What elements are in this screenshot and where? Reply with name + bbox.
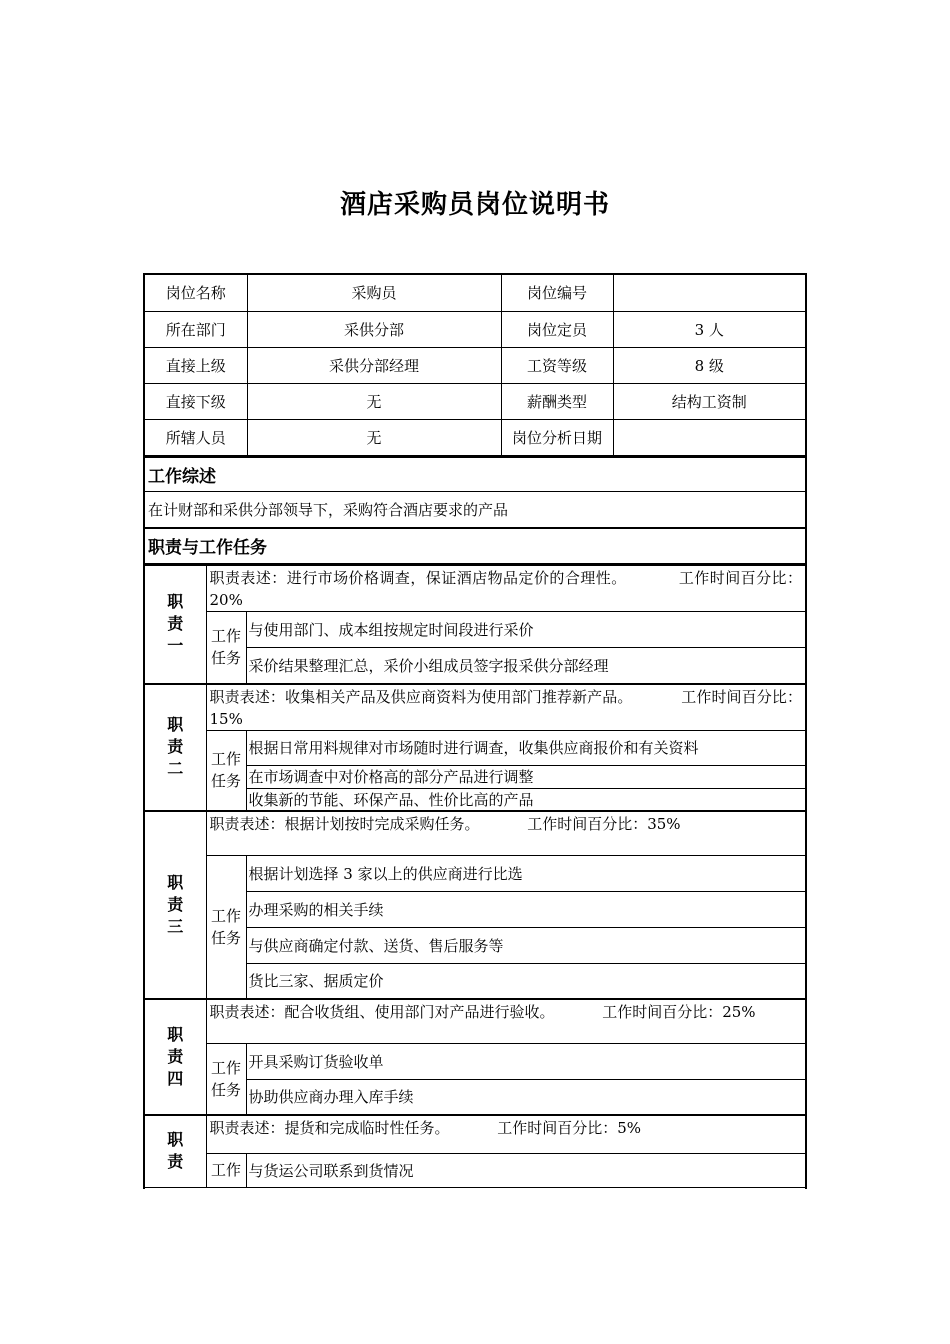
task-label: 工作任务: [206, 612, 246, 684]
duty-label: [145, 811, 206, 999]
field-label: 所辖人员: [145, 419, 247, 455]
job-description-form: [143, 273, 807, 1189]
field-label: 岗位分析日期: [501, 419, 613, 455]
task-item: 与货运公司联系到货情况: [246, 1153, 805, 1187]
duty-label-text: 职责二: [167, 715, 184, 779]
field-value: 无: [247, 383, 501, 419]
duty-block: [145, 999, 805, 1043]
task-item: 办理采购的相关手续: [246, 891, 805, 927]
page-title: 酒店采购员岗位说明书: [339, 190, 610, 220]
duty-label: [145, 1115, 206, 1187]
field-value: 采供分部经理: [247, 347, 501, 383]
field-value: 无: [247, 419, 501, 455]
basic-info-table: [145, 275, 805, 456]
duty-label-text: 职责四: [167, 1025, 184, 1088]
duty-description: [206, 999, 805, 1043]
field-value: [613, 419, 805, 455]
field-label: 岗位编号: [501, 275, 613, 311]
summary-text: 在计财部和采供分部领导下，采购符合酒店要求的产品: [145, 492, 805, 528]
duty-block: [145, 811, 805, 855]
duty-block: [145, 1115, 805, 1153]
task-row: [145, 1153, 805, 1187]
task-item: 开具采购订货验收单: [246, 1043, 805, 1079]
basic-info-row: [145, 311, 805, 347]
field-value: 采购员: [247, 275, 501, 311]
task-label: 工作任务: [206, 855, 246, 999]
task-item: 与供应商确定付款、送货、售后服务等: [246, 927, 805, 963]
field-value: [613, 275, 805, 311]
field-label: 岗位定员: [501, 311, 613, 347]
field-value: 8 级: [613, 347, 805, 383]
task-item: 与使用部门、成本组按规定时间段进行采价: [246, 612, 805, 648]
field-value: 采供分部: [247, 311, 501, 347]
task-item: 协助供应商办理入库手续: [246, 1079, 805, 1115]
basic-info-row: [145, 347, 805, 383]
duty-label-text: 职责三: [167, 873, 184, 936]
task-item: 在市场调查中对价格高的部分产品进行调整: [246, 765, 805, 788]
duty-label-text: 职责一: [167, 592, 184, 656]
field-label: 岗位名称: [145, 275, 247, 311]
basic-info-row: [145, 275, 805, 311]
duty-time-percent: 工作时间百分比：5%: [497, 1119, 642, 1137]
task-item: 根据日常用料规律对市场随时进行调查，收集供应商报价和有关资料: [246, 730, 805, 765]
duty-block: [145, 565, 805, 612]
duty-description-text: 职责表述：提货和完成临时性任务。: [209, 1119, 450, 1137]
duty-description-text: 职责表述：配合收货组、使用部门对产品进行验收。: [209, 1003, 555, 1021]
duty-description: [206, 565, 805, 612]
duty-description: [206, 811, 805, 855]
task-row: [145, 730, 805, 765]
task-row: [145, 612, 805, 648]
field-label: 直接下级: [145, 383, 247, 419]
duty-time-percent: 工作时间百分比：20%: [209, 569, 802, 609]
duty-description: [206, 1115, 805, 1153]
basic-info-row: [145, 419, 805, 455]
task-row: [145, 1043, 805, 1079]
duty-description-text: 职责表述：收集相关产品及供应商资料为使用部门推荐新产品。: [209, 687, 633, 706]
task-item: 采价结果整理汇总，采价小组成员签字报采供分部经理: [246, 648, 805, 684]
duty-description-text: 职责表述：进行市场价格调查，保证酒店物品定价的合理性。: [209, 569, 627, 587]
field-value: 结构工资制: [613, 383, 805, 419]
duties-heading: 职责与工作任务: [145, 528, 805, 564]
duties-table: [145, 564, 805, 1188]
field-label: 所在部门: [145, 311, 247, 347]
task-item: 货比三家、据质定价: [246, 963, 805, 999]
summary-table: [145, 456, 805, 565]
task-item: 收集新的节能、环保产品、性价比高的产品: [246, 788, 805, 811]
duty-label: [145, 565, 206, 684]
duty-label: [145, 999, 206, 1115]
field-label: 直接上级: [145, 347, 247, 383]
duty-label-text: 职责: [167, 1130, 184, 1172]
task-label: 工作: [206, 1153, 246, 1187]
task-label: 工作任务: [206, 730, 246, 811]
task-label: 工作任务: [206, 1043, 246, 1115]
duty-time-percent: 工作时间百分比：25%: [602, 1003, 756, 1021]
task-row: [145, 855, 805, 891]
duty-block: [145, 684, 805, 731]
basic-info-row: [145, 383, 805, 419]
duty-label: [145, 684, 206, 812]
summary-heading: 工作综述: [145, 457, 805, 492]
duty-description-text: 职责表述：根据计划按时完成采购任务。: [209, 815, 480, 833]
field-label: 薪酬类型: [501, 383, 613, 419]
duty-description: [206, 684, 805, 731]
field-value: 3 人: [613, 311, 805, 347]
field-label: 工资等级: [501, 347, 613, 383]
duty-time-percent: 工作时间百分比：35%: [527, 815, 681, 833]
task-item: 根据计划选择 3 家以上的供应商进行比选: [246, 855, 805, 891]
duty-time-percent: 工作时间百分比：15%: [209, 687, 802, 728]
